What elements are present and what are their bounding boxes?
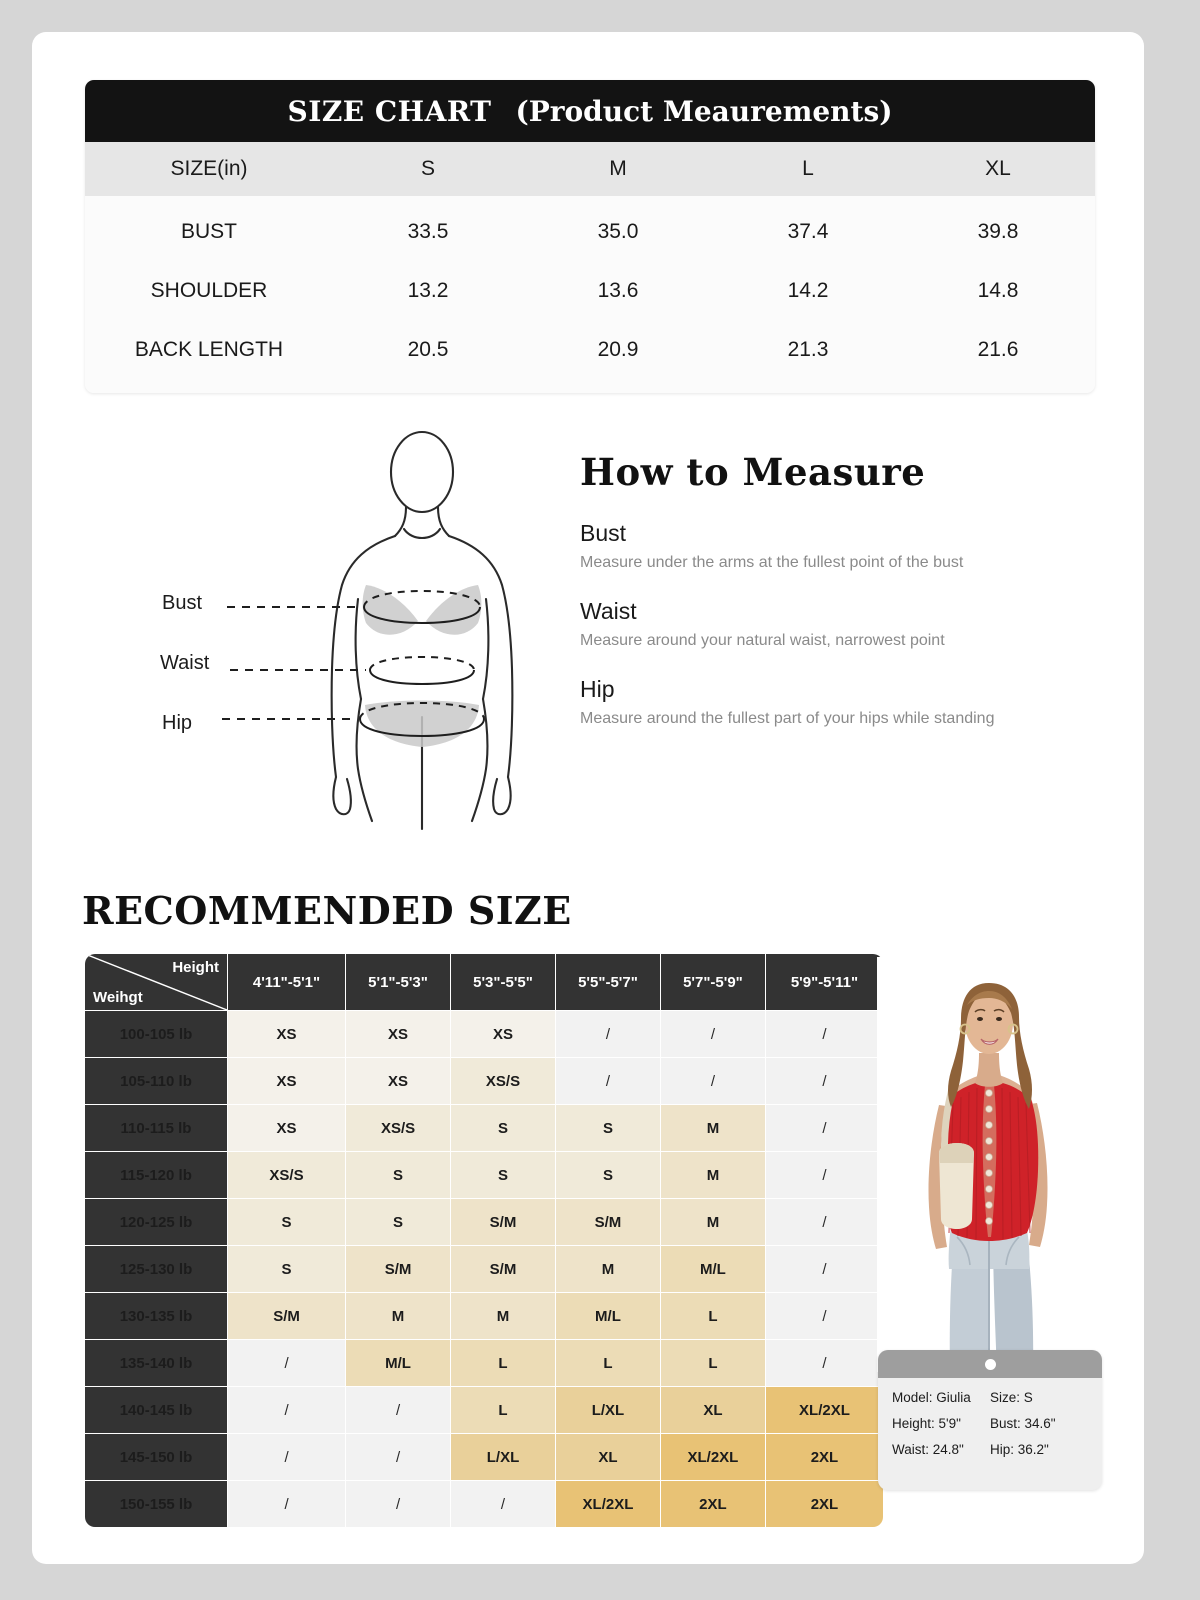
measure-item-desc: Measure around your natural waist, narrowest point <box>580 632 945 649</box>
cell-value: 37.4 <box>787 219 829 243</box>
recommended-size-cell: XL/2XL <box>661 1434 765 1480</box>
model-bust: Bust: 34.6" <box>990 1416 1056 1431</box>
recommended-size-cell: S/M <box>451 1246 555 1292</box>
model-info-card <box>878 1350 1102 1490</box>
height-col-header-4: 5'7"-5'9" <box>661 954 765 1010</box>
recommended-size-cell: XL/2XL <box>556 1481 660 1527</box>
table-row <box>85 1058 883 1104</box>
model-height: Height: 5'9" <box>892 1416 961 1431</box>
recommended-size-cell: / <box>346 1387 450 1433</box>
measure-item-desc: Measure under the arms at the fullest point of the bust <box>580 554 964 571</box>
diagram-label-waist: Waist <box>160 652 210 674</box>
recommended-size-cell: / <box>346 1434 450 1480</box>
recommended-size-cell: XS/S <box>451 1058 555 1104</box>
table-row <box>85 1199 883 1245</box>
corner-axis-header <box>85 954 227 1010</box>
recommended-size-cell: S <box>228 1199 345 1245</box>
height-col-header-5: 5'9"-5'11" <box>766 954 883 1010</box>
measure-item-hip <box>580 676 1080 728</box>
size-chart-table <box>85 80 1095 393</box>
recommended-size-cell: M/L <box>346 1340 450 1386</box>
recommended-size-cell: / <box>766 1152 883 1198</box>
cell-value: 21.6 <box>977 337 1019 361</box>
recommended-size-cell: / <box>766 1058 883 1104</box>
size-chart-col-header-4: XL <box>985 157 1011 180</box>
recommended-size-cell: S <box>556 1152 660 1198</box>
recommended-size-cell: M <box>346 1293 450 1339</box>
recommended-size-cell: M <box>661 1199 765 1245</box>
recommended-size-cell: / <box>766 1011 883 1057</box>
table-row <box>85 1152 883 1198</box>
recommended-size-cell: / <box>228 1481 345 1527</box>
recommended-size-cell: XL <box>661 1387 765 1433</box>
table-row <box>85 1246 883 1292</box>
recommended-size-cell: / <box>766 1340 883 1386</box>
recommended-size-cell: M/L <box>661 1246 765 1292</box>
recommended-size-cell: L <box>451 1387 555 1433</box>
recommended-size-cell: L <box>661 1293 765 1339</box>
recommended-size-cell: S <box>556 1105 660 1151</box>
recommended-size-cell: M <box>556 1246 660 1292</box>
measure-item-desc: Measure around the fullest part of your hips while standing <box>580 710 995 727</box>
height-col-header-2: 5'3"-5'5" <box>451 954 555 1010</box>
measure-item-heading: Hip <box>580 676 615 702</box>
recommended-size-cell: M <box>661 1105 765 1151</box>
recommended-size-cell: L/XL <box>556 1387 660 1433</box>
recommended-size-cell: M <box>451 1293 555 1339</box>
recommended-size-cell: L <box>556 1340 660 1386</box>
recommended-size-cell: / <box>661 1011 765 1057</box>
recommended-size-cell: S/M <box>556 1199 660 1245</box>
recommended-size-cell: L <box>451 1340 555 1386</box>
recommended-size-cell: XL <box>556 1434 660 1480</box>
recommended-size-cell: L <box>661 1340 765 1386</box>
cell-value: 21.3 <box>787 337 829 361</box>
table-row <box>85 1105 883 1151</box>
model-name: Model: Giulia <box>892 1390 971 1405</box>
recommended-size-cell: / <box>346 1481 450 1527</box>
diagram-label-hip: Hip <box>162 712 193 734</box>
recommended-header-row <box>85 954 883 1010</box>
cell-value: 13.6 <box>597 278 639 302</box>
recommended-size-cell: S <box>346 1152 450 1198</box>
diagram-label-bust: Bust <box>162 592 203 614</box>
recommended-size-cell: M/L <box>556 1293 660 1339</box>
weight-range-label: 120-125 lb <box>85 1199 227 1245</box>
weight-range-label: 130-135 lb <box>85 1293 227 1339</box>
size-chart-subtitle: (Product Meaurements) <box>515 94 893 128</box>
model-size: Size: S <box>990 1390 1033 1405</box>
recommended-size-cell: S/M <box>346 1246 450 1292</box>
recommended-size-cell: S <box>228 1246 345 1292</box>
height-col-header-0: 4'11"-5'1" <box>228 954 345 1010</box>
weight-range-label: 140-145 lb <box>85 1387 227 1433</box>
recommended-size-cell: / <box>228 1340 345 1386</box>
cell-value: 14.2 <box>787 278 829 302</box>
table-row <box>85 1387 883 1433</box>
size-guide-page <box>32 32 1144 1564</box>
recommended-size-cell: XS/S <box>228 1152 345 1198</box>
table-row <box>85 261 1095 320</box>
weight-range-label: 105-110 lb <box>85 1058 227 1104</box>
how-to-measure-title: How to Measure <box>580 450 926 494</box>
recommended-size-cell: XS <box>228 1105 345 1151</box>
recommended-size-cell: / <box>661 1058 765 1104</box>
table-row <box>85 202 1095 261</box>
table-row <box>85 1293 883 1339</box>
recommended-size-cell: XS <box>451 1011 555 1057</box>
measure-item-waist <box>580 598 1080 650</box>
recommended-size-cell: S/M <box>228 1293 345 1339</box>
corner-height-label: Height <box>172 959 219 976</box>
table-row <box>85 1011 883 1057</box>
recommended-size-cell: S <box>346 1199 450 1245</box>
size-chart-col-header-0: SIZE(in) <box>170 157 248 180</box>
recommended-size-cell: / <box>451 1481 555 1527</box>
corner-weight-label: Weihgt <box>93 989 143 1006</box>
recommended-size-cell: S/M <box>451 1199 555 1245</box>
recommended-size-cell: / <box>228 1387 345 1433</box>
recommended-size-cell: / <box>766 1199 883 1245</box>
height-col-header-3: 5'5"-5'7" <box>556 954 660 1010</box>
weight-range-label: 135-140 lb <box>85 1340 227 1386</box>
weight-range-label: 150-155 lb <box>85 1481 227 1527</box>
cell-value: 33.5 <box>407 219 449 243</box>
table-row <box>85 1340 883 1386</box>
size-chart-body <box>85 196 1095 393</box>
table-row <box>85 320 1095 379</box>
recommended-size-cell: M <box>661 1152 765 1198</box>
size-chart-header-row <box>85 142 1095 196</box>
measure-item-heading: Bust <box>580 520 627 546</box>
model-waist: Waist: 24.8" <box>892 1442 964 1457</box>
measure-item-bust <box>580 520 1080 572</box>
model-card-top-bar <box>878 1350 1102 1378</box>
recommended-size-cell: S <box>451 1152 555 1198</box>
recommended-size-cell: XS/S <box>346 1105 450 1151</box>
recommended-size-title: RECOMMENDED SIZE <box>82 888 572 933</box>
row-label: SHOULDER <box>150 278 268 302</box>
recommended-size-cell: / <box>766 1293 883 1339</box>
size-chart-col-header-3: L <box>802 157 814 180</box>
cell-value: 39.8 <box>977 219 1019 243</box>
weight-range-label: 125-130 lb <box>85 1246 227 1292</box>
recommended-size-cell: XS <box>228 1058 345 1104</box>
cell-value: 20.5 <box>407 337 449 361</box>
model-hip: Hip: 36.2" <box>990 1442 1049 1457</box>
how-to-measure-section <box>32 412 1144 832</box>
measure-item-heading: Waist <box>580 598 637 624</box>
row-label: BUST <box>180 219 237 243</box>
size-chart-col-header-1: S <box>420 157 435 180</box>
row-label: BACK LENGTH <box>134 337 284 361</box>
weight-range-label: 145-150 lb <box>85 1434 227 1480</box>
recommended-size-cell: / <box>766 1105 883 1151</box>
recommended-size-cell: 2XL <box>766 1481 883 1527</box>
cell-value: 14.8 <box>977 278 1019 302</box>
recommended-size-cell: XS <box>346 1058 450 1104</box>
recommended-size-cell: XS <box>346 1011 450 1057</box>
recommended-size-cell: / <box>228 1434 345 1480</box>
size-chart-title: SIZE CHART <box>287 94 492 128</box>
model-photo <box>877 957 1102 1372</box>
recommended-size-cell: XS <box>228 1011 345 1057</box>
recommended-size-cell: 2XL <box>661 1481 765 1527</box>
recommended-size-cell: XL/2XL <box>766 1387 883 1433</box>
cell-value: 20.9 <box>597 337 639 361</box>
height-col-header-1: 5'1"-5'3" <box>346 954 450 1010</box>
recommended-size-cell: / <box>556 1058 660 1104</box>
recommended-size-cell: L/XL <box>451 1434 555 1480</box>
recommended-size-cell: / <box>556 1011 660 1057</box>
cell-value: 13.2 <box>407 278 449 302</box>
recommended-size-cell: / <box>766 1246 883 1292</box>
weight-range-label: 115-120 lb <box>85 1152 227 1198</box>
recommended-size-cell: S <box>451 1105 555 1151</box>
recommended-size-table <box>84 953 884 1528</box>
table-row <box>85 1481 883 1527</box>
size-chart-col-header-2: M <box>609 157 627 180</box>
weight-range-label: 110-115 lb <box>85 1105 227 1151</box>
cell-value: 35.0 <box>597 219 639 243</box>
weight-range-label: 100-105 lb <box>85 1011 227 1057</box>
size-chart-title-bar <box>85 80 1095 142</box>
table-row <box>85 1434 883 1480</box>
recommended-size-cell: 2XL <box>766 1434 883 1480</box>
card-dot-icon <box>985 1359 996 1370</box>
